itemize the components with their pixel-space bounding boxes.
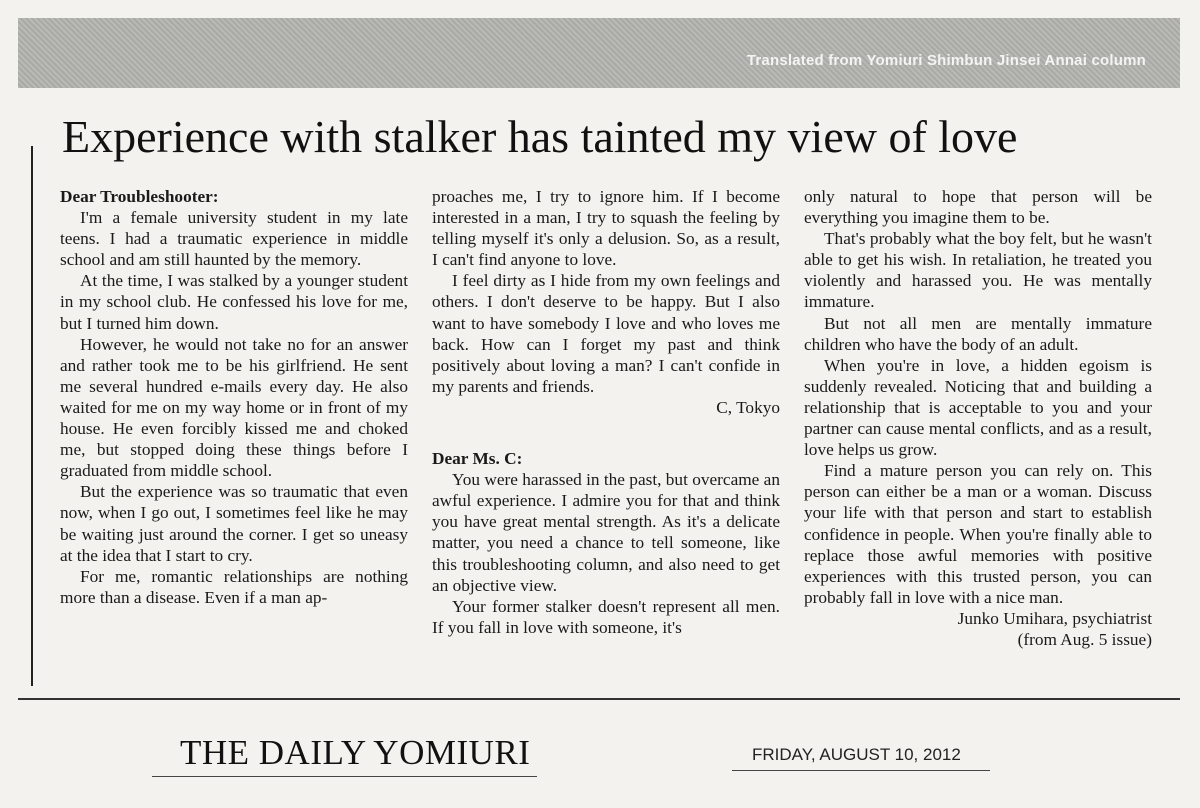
issue-date: FRIDAY, AUGUST 10, 2012	[752, 745, 961, 764]
column-1	[60, 186, 408, 608]
column-credit: Translated from Yomiuri Shimbun Jinsei Annai column	[746, 52, 1146, 69]
reply-paragraph: That's probably what the boy felt, but he wasn't able to get his wish. In retaliation, he treated you violently and harassed you. He was mentally immature.	[804, 229, 1152, 312]
letter-paragraph: However, he would not take no for an answer and rather took me to be his girlfriend. He sent me several hundred e-mails every day. He also waited for me on my way home or in front of my house. He even forcibly kissed me and choked me, but stopped doing these things before I graduated from middle school.	[60, 334, 408, 481]
letter-paragraph: At the time, I was stalked by a younger student in my school club. He confessed his love for me, but I turned him down.	[60, 271, 408, 333]
letter-salutation: Dear Troubleshooter:	[60, 187, 219, 206]
masthead-rule	[152, 776, 537, 777]
left-margin-rule	[31, 146, 33, 686]
reply-signature: Junko Umihara, psychiatrist	[957, 608, 1152, 628]
letter-paragraph: I'm a female university student in my late teens. I had a traumatic experience in middle school and am still haunted by the memory.	[60, 208, 408, 270]
reply-paragraph: only natural to hope that person will be everything you imagine them to be.	[804, 187, 1152, 228]
letter-paragraph: I feel dirty as I hide from my own feelings and others. I don't deserve to be happy. But I also want to have somebody I love and who loves me back. How can I forget my past and think positively about loving a man? I can't confide in my parents and friends.	[432, 271, 780, 396]
reply-paragraph: But not all men are mentally immature children who have the body of an adult.	[804, 313, 1152, 354]
column-3	[804, 186, 1152, 650]
article-bottom-rule	[18, 698, 1180, 700]
column-2	[432, 186, 780, 638]
newspaper-masthead: THE DAILY YOMIURI	[180, 733, 531, 772]
date-rule	[732, 770, 990, 771]
letter-paragraph: But the experience was so traumatic that even now, when I go out, I sometimes feel like he may be waiting just around the corner. I get so uneasy at the idea that I start to cry.	[60, 482, 408, 565]
letter-signature: C, Tokyo	[716, 397, 780, 417]
reply-source-note: (from Aug. 5 issue)	[1017, 629, 1152, 649]
letter-paragraph: For me, romantic relationships are nothing more than a disease. Even if a man ap-	[60, 566, 408, 607]
reply-paragraph: You were harassed in the past, but overcame an awful experience. I admire you for that and think you have great mental strength. As it's a delicate matter, you need a chance to tell someone, like this troubleshooting column, and also need to get an objective view.	[432, 470, 780, 595]
reply-paragraph: Find a mature person you can rely on. This person can either be a man or a woman. Discuss your life with that person and start to establish confidence in people. When you're finally able to replace those awful memories with positive experiences with this trusted person, you can probably fall in love with a nice man.	[804, 461, 1152, 607]
reply-paragraph: Your former stalker doesn't represent all men. If you fall in love with someone, it's	[432, 596, 780, 637]
article-headline: Experience with stalker has tainted my view of love	[62, 111, 1018, 162]
reply-salutation: Dear Ms. C:	[432, 449, 523, 469]
reply-paragraph: When you're in love, a hidden egoism is suddenly revealed. Noticing that and building a relationship that is acceptable to you and your partner can cause mental conflicts, and as a result, love helps us grow.	[804, 355, 1152, 460]
letter-paragraph: proaches me, I try to ignore him. If I become interested in a man, I try to squash the feeling by telling myself it's only a delusion. So, as a result, I can't find anyone to love.	[432, 187, 780, 270]
column-banner	[18, 18, 1180, 88]
